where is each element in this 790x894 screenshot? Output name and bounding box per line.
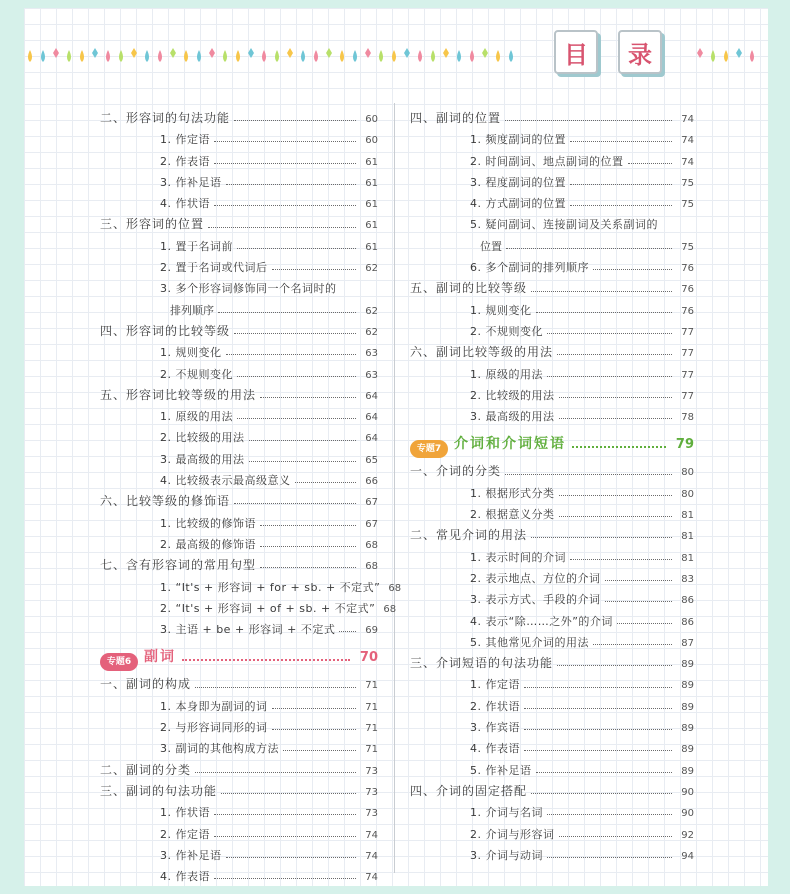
page-number: 75 — [681, 199, 694, 211]
entry-label: 3. 程度副词的位置 — [470, 175, 566, 189]
toc-entry[interactable] — [410, 385, 694, 406]
page-number: 90 — [681, 786, 694, 798]
toc-section[interactable] — [100, 760, 378, 781]
toc-entry[interactable] — [100, 619, 378, 640]
toc-entry[interactable] — [410, 151, 694, 172]
page-number: 89 — [681, 701, 694, 713]
entry-label: 1. 频度副词的位置 — [470, 133, 566, 147]
toc-section[interactable] — [410, 278, 694, 299]
page-number: 89 — [681, 659, 694, 671]
leader-dots — [524, 687, 672, 688]
page-number: 78 — [681, 412, 694, 424]
toc-entry[interactable] — [410, 172, 694, 193]
leader-dots — [237, 248, 356, 249]
entry-label: 3. 副词的其他构成方法 — [160, 742, 279, 756]
toc-section[interactable] — [100, 491, 378, 512]
leader-dots — [570, 205, 672, 206]
entry-label: 1. 原级的用法 — [470, 367, 543, 381]
leader-dots — [531, 291, 672, 292]
page-number: 71 — [365, 744, 378, 756]
page-number: 73 — [365, 808, 378, 820]
toc-entry[interactable] — [100, 342, 378, 363]
entry-label: 1. 比较级的修饰语 — [160, 516, 256, 530]
toc-section[interactable] — [410, 781, 694, 802]
entry-label: 2. 不规则变化 — [160, 367, 233, 381]
entry-label: 1. 根据形式分类 — [470, 486, 555, 500]
leader-dots — [531, 793, 672, 794]
page-number: 71 — [365, 701, 378, 713]
entry-label: 5. 其他常见介词的用法 — [470, 635, 589, 649]
toc-entry[interactable] — [100, 598, 397, 619]
toc-entry[interactable] — [410, 674, 694, 695]
page-number: 74 — [365, 829, 378, 841]
leader-dots — [570, 184, 672, 185]
toc-section[interactable] — [100, 674, 378, 695]
leader-dots — [295, 482, 357, 483]
toc-entry[interactable] — [410, 824, 694, 845]
leader-dots — [214, 836, 356, 837]
leader-dots — [559, 418, 673, 419]
page-number: 74 — [681, 114, 694, 125]
leader-dots — [557, 354, 672, 355]
entry-label: 一、介词的分类 — [410, 464, 502, 479]
page-number: 60 — [365, 114, 378, 125]
leader-dots — [234, 503, 356, 504]
toc-column-right — [410, 108, 694, 866]
chapter-page: 70 — [359, 650, 378, 666]
leader-dots — [559, 397, 673, 398]
entry-label: 排列顺序 — [170, 303, 214, 317]
leader-dots — [260, 397, 356, 398]
page-number: 76 — [681, 263, 694, 275]
page-number: 63 — [365, 369, 378, 381]
entry-label: 2. 作状语 — [470, 699, 520, 713]
page-number: 92 — [681, 829, 694, 841]
entry-label: 4. 方式副词的位置 — [470, 197, 566, 211]
page-number: 75 — [681, 177, 694, 189]
leader-dots — [272, 269, 357, 270]
page-number: 75 — [681, 241, 694, 253]
leader-dots — [234, 120, 356, 121]
leader-dots — [214, 814, 356, 815]
chapter-heading[interactable] — [410, 427, 694, 461]
page-number: 81 — [681, 510, 694, 522]
chapter-badge: 专题6 — [100, 653, 138, 671]
leader-dots — [570, 559, 672, 560]
toc-section[interactable] — [410, 108, 694, 129]
toc-section[interactable] — [410, 461, 694, 482]
page-number: 77 — [681, 369, 694, 381]
page-number: 74 — [365, 872, 378, 884]
page-number: 80 — [681, 488, 694, 500]
page-number: 76 — [681, 305, 694, 317]
toc-section[interactable] — [100, 555, 378, 576]
entry-label: 1. 规则变化 — [160, 346, 222, 360]
toc-section[interactable] — [410, 525, 694, 546]
entry-label: 2. 根据意义分类 — [470, 508, 555, 522]
leader-dots — [260, 546, 356, 547]
entry-label: 1. 本身即为副词的词 — [160, 699, 268, 713]
toc-entry[interactable] — [100, 513, 378, 534]
entry-label: 六、比较等级的修饰语 — [100, 494, 231, 509]
entry-label: 2. 比较级的用法 — [160, 431, 245, 445]
page-number: 94 — [681, 850, 694, 862]
entry-label: 1. 置于名词前 — [160, 239, 233, 253]
entry-label: 2. 不规则变化 — [470, 324, 543, 338]
entry-label: 4. 比较级表示最高级意义 — [160, 474, 291, 488]
toc-section[interactable] — [100, 214, 378, 235]
entry-label: 2. 表示地点、方位的介词 — [470, 571, 601, 585]
leader-dots — [226, 184, 357, 185]
entry-label: 三、副词的句法功能 — [100, 783, 218, 798]
toc-entry[interactable] — [100, 470, 378, 491]
entry-label: 2. 介词与形容词 — [470, 827, 555, 841]
page-number: 86 — [681, 616, 694, 628]
page-number: 83 — [681, 573, 694, 585]
toc-entry[interactable] — [100, 278, 378, 299]
leader-dots — [283, 750, 356, 751]
page-number: 68 — [365, 539, 378, 551]
leader-dots — [593, 644, 672, 645]
toc-entry[interactable] — [100, 236, 378, 257]
chapter-badge: 专题7 — [410, 440, 448, 458]
entry-label: 2. 时间副词、地点副词的位置 — [470, 154, 624, 168]
page-number: 61 — [365, 199, 378, 211]
title-char-2: 录 — [618, 30, 662, 74]
entry-label: 2. 与形容词同形的词 — [160, 721, 268, 735]
entry-label: 1. 作定语 — [160, 133, 210, 147]
page-number: 63 — [365, 348, 378, 360]
toc-entry[interactable] — [410, 760, 694, 781]
toc-entry[interactable] — [100, 300, 378, 321]
leader-dots — [260, 567, 356, 568]
leader-dots — [214, 878, 356, 879]
toc-entry[interactable] — [100, 427, 378, 448]
page-number: 62 — [365, 305, 378, 317]
page-number: 86 — [681, 595, 694, 607]
page-number: 61 — [365, 177, 378, 189]
toc-entry[interactable] — [100, 802, 378, 823]
toc-entry[interactable] — [410, 321, 694, 342]
toc-section[interactable] — [100, 385, 378, 406]
leader-dots — [536, 772, 673, 773]
leader-dots — [605, 580, 673, 581]
toc-entry[interactable] — [100, 449, 378, 470]
leader-dots — [570, 141, 672, 142]
toc-entry[interactable] — [100, 577, 402, 598]
page-number: 68 — [388, 582, 402, 594]
toc-entry[interactable] — [100, 257, 378, 278]
toc-entry[interactable] — [410, 483, 694, 504]
entry-label: 4. 作状语 — [160, 197, 210, 211]
entry-label: 2. 最高级的修饰语 — [160, 537, 256, 551]
leader-dots — [214, 205, 356, 206]
page-number: 73 — [365, 765, 378, 777]
entry-label: 七、含有形容词的常用句型 — [100, 558, 257, 573]
toc-page — [24, 8, 768, 886]
entry-label: 2. 作定语 — [160, 827, 210, 841]
page-number: 73 — [365, 786, 378, 798]
chapter-page: 79 — [675, 437, 694, 453]
entry-label: 3. 作补足语 — [160, 848, 222, 862]
leader-dots — [249, 440, 357, 441]
page-number: 81 — [681, 552, 694, 564]
toc-section[interactable] — [100, 321, 378, 342]
leader-dots — [617, 623, 672, 624]
entry-label: 位置 — [480, 239, 502, 253]
entry-label: 2. 作表语 — [160, 154, 210, 168]
leader-dots — [524, 708, 672, 709]
toc-entry[interactable] — [410, 589, 694, 610]
entry-label: 1. “It's + 形容词 + for + sb. + 不定式” — [160, 580, 381, 594]
toc-entry[interactable] — [410, 547, 694, 568]
leader-dots — [208, 227, 356, 228]
page-number: 61 — [365, 220, 378, 232]
toc-entry[interactable] — [100, 866, 378, 887]
page-number: 67 — [365, 497, 378, 509]
entry-label: 五、形容词比较等级的用法 — [100, 387, 257, 402]
leader-dots — [195, 687, 356, 688]
page-number: 60 — [365, 135, 378, 147]
page-number: 77 — [681, 348, 694, 360]
entry-label: 3. 表示方式、手段的介词 — [470, 593, 601, 607]
title-char-1: 目 — [554, 30, 598, 74]
page-number: 74 — [681, 156, 694, 168]
leader-dots — [593, 269, 672, 270]
toc-entry[interactable] — [410, 845, 694, 866]
entry-label: 2. 比较级的用法 — [470, 388, 555, 402]
toc-entry[interactable] — [410, 129, 694, 150]
toc-section[interactable] — [410, 342, 694, 363]
chapter-title: 副词 — [144, 649, 176, 666]
entry-label: 1. 介词与名词 — [470, 806, 543, 820]
toc-entry[interactable] — [100, 534, 378, 555]
leader-dots — [572, 446, 666, 448]
page-number: 77 — [681, 326, 694, 338]
toc-column-left — [100, 108, 402, 887]
toc-entry[interactable] — [410, 364, 694, 385]
leader-dots — [226, 857, 357, 858]
leader-dots — [237, 376, 356, 377]
page-number: 62 — [365, 263, 378, 275]
page-number: 89 — [681, 680, 694, 692]
leader-dots — [221, 793, 356, 794]
page-number: 81 — [681, 531, 694, 543]
toc-entry[interactable] — [100, 193, 378, 214]
page-number: 71 — [365, 723, 378, 735]
entry-label: 3. 最高级的用法 — [470, 410, 555, 424]
toc-entry[interactable] — [410, 568, 694, 589]
toc-entry[interactable] — [410, 257, 694, 278]
leader-dots — [547, 857, 672, 858]
entry-label: 4. 表示“除……之外”的介词 — [470, 614, 613, 628]
toc-entry[interactable] — [100, 717, 378, 738]
page-number: 69 — [365, 625, 378, 637]
page-number: 66 — [365, 476, 378, 488]
toc-entry[interactable] — [100, 406, 378, 427]
page-number: 76 — [681, 284, 694, 296]
leader-dots — [182, 659, 350, 661]
leader-dots — [547, 814, 672, 815]
toc-entry[interactable] — [410, 611, 694, 632]
leader-dots — [237, 418, 356, 419]
entry-label: 1. 原级的用法 — [160, 410, 233, 424]
leader-dots — [536, 312, 673, 313]
page-number: 90 — [681, 808, 694, 820]
leader-dots — [195, 772, 356, 773]
entry-label: 三、介词短语的句法功能 — [410, 656, 554, 671]
page-number: 89 — [681, 723, 694, 735]
toc-entry[interactable] — [100, 824, 378, 845]
page-number: 89 — [681, 744, 694, 756]
leader-dots — [605, 601, 673, 602]
entry-label: 1. 作定语 — [470, 678, 520, 692]
entry-label: 6. 多个副词的排列顺序 — [470, 261, 589, 275]
leader-dots — [226, 354, 357, 355]
toc-entry[interactable] — [410, 236, 694, 257]
entry-label: 3. 介词与动词 — [470, 848, 543, 862]
toc-entry[interactable] — [410, 406, 694, 427]
leader-dots — [559, 836, 673, 837]
leader-dots — [214, 141, 356, 142]
leader-dots — [339, 631, 356, 632]
page-number: 67 — [365, 518, 378, 530]
leader-dots — [214, 163, 356, 164]
leader-dots — [531, 537, 672, 538]
leader-dots — [524, 729, 672, 730]
entry-label: 3. 作宾语 — [470, 721, 520, 735]
entry-label: 四、介词的固定搭配 — [410, 783, 528, 798]
page-number: 71 — [365, 680, 378, 692]
leader-dots — [218, 312, 356, 313]
entry-label: 5. 疑问副词、连接副词及关系副词的 — [470, 218, 658, 232]
entry-label: 1. 规则变化 — [470, 303, 532, 317]
entry-label: 二、副词的分类 — [100, 762, 192, 777]
page-number: 61 — [365, 241, 378, 253]
entry-label: 1. 表示时间的介词 — [470, 550, 566, 564]
entry-label: 二、形容词的句法功能 — [100, 111, 231, 125]
toc-entry[interactable] — [100, 364, 378, 385]
chapter-title: 介词和介词短语 — [454, 436, 566, 453]
toc-entry[interactable] — [410, 738, 694, 759]
leader-dots — [505, 120, 672, 121]
entry-label: 三、形容词的位置 — [100, 217, 205, 232]
column-divider — [394, 103, 395, 873]
entry-label: 六、副词比较等级的用法 — [410, 345, 554, 360]
leader-dots — [249, 461, 357, 462]
page-number: 74 — [681, 135, 694, 147]
page-number: 87 — [681, 637, 694, 649]
leader-dots — [524, 750, 672, 751]
page-number: 64 — [365, 390, 378, 402]
leader-dots — [547, 376, 672, 377]
leader-dots — [272, 708, 357, 709]
entry-label: 1. 作状语 — [160, 806, 210, 820]
page-number: 74 — [365, 850, 378, 862]
leader-dots — [547, 333, 672, 334]
page-number: 62 — [365, 326, 378, 338]
page-number: 68 — [383, 603, 397, 615]
leader-dots — [272, 729, 357, 730]
toc-entry[interactable] — [410, 632, 694, 653]
leader-dots — [234, 333, 356, 334]
toc-entry[interactable] — [410, 214, 694, 235]
toc-entry[interactable] — [100, 151, 378, 172]
toc-entry[interactable] — [100, 172, 378, 193]
page-number: 65 — [365, 454, 378, 466]
page-number: 64 — [365, 433, 378, 445]
toc-section[interactable] — [100, 781, 378, 802]
toc-section[interactable] — [410, 653, 694, 674]
entry-label: 3. 多个形容词修饰同一个名词时的 — [160, 282, 337, 296]
leader-dots — [559, 516, 673, 517]
entry-label: 4. 作表语 — [470, 742, 520, 756]
toc-entry[interactable] — [100, 129, 378, 150]
entry-label: 3. 最高级的用法 — [160, 452, 245, 466]
entry-label: 4. 作表语 — [160, 870, 210, 884]
toc-entry[interactable] — [410, 717, 694, 738]
toc-entry[interactable] — [410, 504, 694, 525]
entry-label: 一、副词的构成 — [100, 677, 192, 692]
leader-dots — [628, 163, 673, 164]
toc-entry[interactable] — [410, 802, 694, 823]
chapter-heading[interactable] — [100, 640, 378, 674]
leader-dots — [505, 474, 672, 475]
page-number: 64 — [365, 412, 378, 424]
page-number: 77 — [681, 390, 694, 402]
leader-dots — [557, 665, 672, 666]
toc-entry[interactable] — [410, 696, 694, 717]
leader-dots — [559, 495, 673, 496]
toc-entry[interactable] — [100, 738, 378, 759]
leader-dots — [506, 248, 672, 249]
entry-label: 二、常见介词的用法 — [410, 528, 528, 543]
entry-label: 五、副词的比较等级 — [410, 281, 528, 296]
entry-label: 四、形容词的比较等级 — [100, 323, 231, 338]
toc-entry[interactable] — [410, 300, 694, 321]
page-number: 80 — [681, 467, 694, 479]
entry-label: 四、副词的位置 — [410, 111, 502, 125]
page-number: 61 — [365, 156, 378, 168]
entry-label: 2. 置于名词或代词后 — [160, 261, 268, 275]
toc-entry[interactable] — [100, 696, 378, 717]
toc-entry[interactable] — [410, 193, 694, 214]
entry-label: 5. 作补足语 — [470, 763, 532, 777]
page-number: 68 — [365, 561, 378, 573]
leader-dots — [260, 525, 356, 526]
page-number: 89 — [681, 765, 694, 777]
entry-label: 2. “It's + 形容词 + of + sb. + 不定式” — [160, 601, 376, 615]
toc-entry[interactable] — [100, 845, 378, 866]
entry-label: 3. 主语 + be + 形容词 + 不定式 — [160, 623, 336, 637]
entry-label: 3. 作补足语 — [160, 175, 222, 189]
toc-section[interactable] — [100, 108, 378, 129]
